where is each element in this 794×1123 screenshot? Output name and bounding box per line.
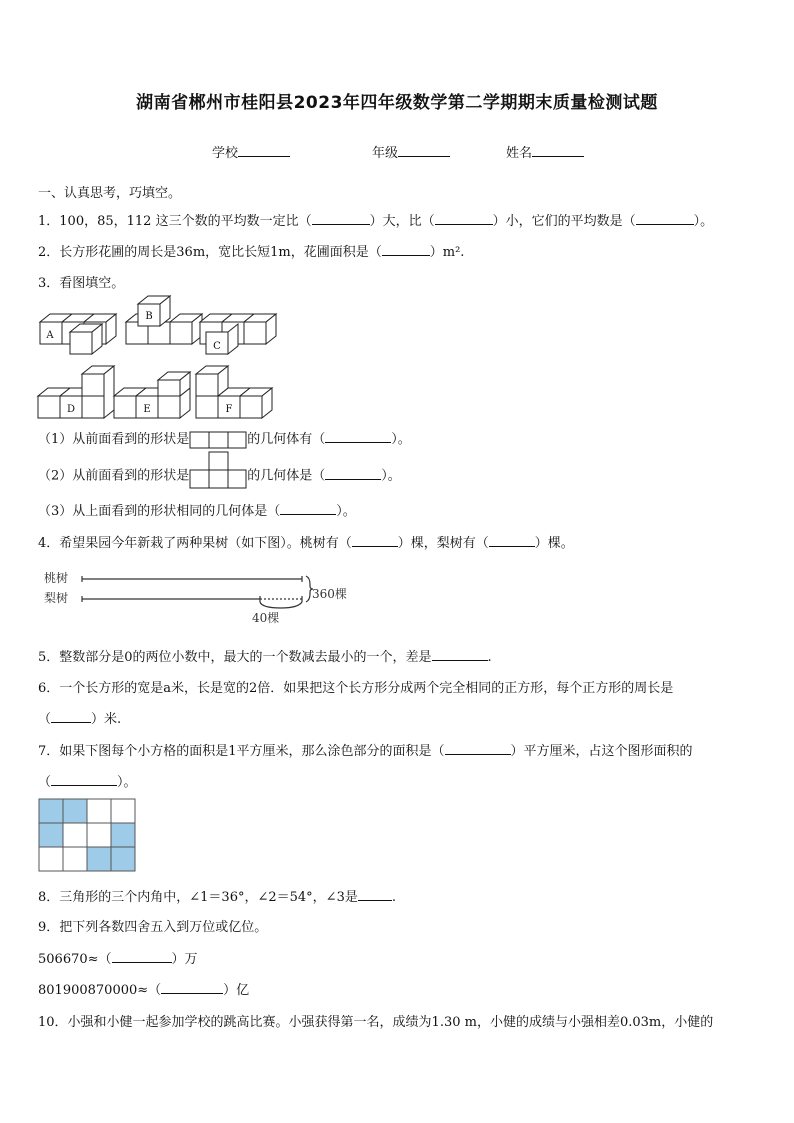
q4-blank-2[interactable] [489, 534, 535, 547]
shaded-cell [87, 847, 111, 871]
q3-1-text-3: ）。 [391, 432, 411, 447]
grid-cell [63, 823, 87, 847]
shaded-cell [39, 799, 63, 823]
figure-label-f: F [225, 404, 233, 415]
school-blank[interactable] [238, 144, 290, 157]
figure-d [38, 366, 114, 418]
question-6: 6．一个长方形的宽是a米，长是宽的2倍．如果把这个长方形分成两个完全相同的正方形，每个正方形的周长是 [38, 681, 674, 696]
q1-text-4: ）。 [693, 214, 714, 229]
name-blank[interactable] [532, 144, 584, 157]
figure-b [126, 296, 202, 344]
q6-text-1: （ [38, 712, 52, 727]
page-title: 湖南省郴州市桂阳县2023年四年级数学第二学期期末质量检测试题 [136, 93, 658, 113]
section-heading: 一、认真思考，巧填空。 [38, 186, 182, 201]
q7-text-4: ）。 [117, 775, 137, 790]
grid-cell [63, 847, 87, 871]
grade-field[interactable] [372, 142, 450, 161]
q8-text-1: 8．三角形的三个内角中，∠1＝36°，∠2＝54°，∠3是 [38, 890, 358, 905]
question-3-heading: 3．看图填空。 [38, 276, 125, 291]
q2-text-2: ）m². [429, 245, 465, 260]
q3-2-text-3: ）。 [381, 468, 401, 484]
q9-b-blank[interactable] [161, 981, 223, 994]
question-9-a [38, 948, 198, 967]
q2-blank[interactable] [382, 243, 430, 256]
q4-text-3: ）棵。 [534, 536, 574, 551]
q3-1-blank[interactable] [325, 430, 391, 443]
name-label: 姓名 [506, 146, 533, 161]
question-2 [38, 241, 464, 260]
figure-f [196, 366, 272, 418]
question-3-3 [38, 500, 356, 519]
cube-figures [30, 292, 290, 420]
figure-label-b: B [145, 311, 153, 322]
school-label: 学校 [212, 146, 239, 161]
question-10: 10．小强和小健一起参加学校的跳高比赛。小强获得第一名，成绩为1.30 m，小健的成绩与小强相差0.03m，小健的 [38, 1015, 714, 1030]
q1-text-3: ）小，它们的平均数是（ [492, 214, 636, 229]
shaded-cell [63, 799, 87, 823]
q6-blank[interactable] [51, 710, 91, 723]
grade-label: 年级 [372, 146, 399, 161]
q7-blank-1[interactable] [445, 742, 511, 755]
figure-e [114, 372, 190, 418]
figure-label-e: E [143, 404, 151, 415]
q7-text-2: ）平方厘米，占这个图形面积的 [510, 744, 693, 759]
q1-blank-3[interactable] [636, 212, 694, 225]
name-field[interactable] [506, 142, 584, 161]
q3-3-blank[interactable] [280, 502, 336, 515]
q3-2-blank[interactable] [325, 467, 381, 480]
question-6-line-2 [38, 708, 121, 727]
total-label: 360棵 [312, 587, 347, 601]
q5-text-1: 5．整数部分是0的两位小数中，最大的一个数减去最小的一个，差是 [38, 650, 432, 665]
q3-3-text-1: （3）从上面看到的形状相同的几何体是（ [38, 504, 281, 519]
figure-label-a: A [46, 330, 54, 341]
grid-cell [87, 823, 111, 847]
q3-1-text-1: （1）从前面看到的形状是 [38, 432, 190, 447]
pear-label: 梨树 [44, 591, 69, 605]
q5-blank[interactable] [432, 648, 488, 661]
grid-cell [111, 799, 135, 823]
q8-blank[interactable] [358, 888, 392, 901]
q8-text-2: . [391, 890, 396, 905]
school-field[interactable] [212, 142, 290, 161]
grid-cell [39, 847, 63, 871]
q7-text-1: 7．如果下图每个小方格的面积是1平方厘米，那么涂色部分的面积是（ [38, 744, 445, 759]
q9-a-text-2: ）万 [171, 952, 198, 967]
q5-text-2: . [487, 650, 492, 665]
q3-3-text-2: ）。 [336, 504, 356, 519]
peach-label: 桃树 [44, 571, 69, 585]
q7-blank-2[interactable] [51, 773, 117, 786]
line-segment-diagram [40, 566, 370, 628]
q3-1-text-2: 的几何体有（ [247, 432, 326, 447]
difference-brace [260, 602, 302, 608]
question-3-1 [38, 428, 411, 449]
question-5 [38, 646, 492, 665]
front-view-t-shape [189, 451, 247, 489]
q1-blank-1[interactable] [312, 212, 370, 225]
shaded-grid [38, 798, 136, 872]
q7-text-3: （ [38, 775, 52, 790]
figure-label-c: C [213, 341, 221, 352]
q4-blank-1[interactable] [352, 534, 398, 547]
grade-blank[interactable] [398, 144, 450, 157]
grid-cell [87, 799, 111, 823]
q1-text-1: 1．100，85，112 这三个数的平均数一定比（ [38, 214, 312, 229]
question-3-2 [38, 463, 401, 489]
question-7 [38, 740, 693, 759]
shaded-cell [111, 847, 135, 871]
q3-2-text-2: 的几何体是（ [247, 468, 326, 484]
figure-label-d: D [66, 404, 76, 415]
q9-b-text-1: 801900870000≈（ [38, 983, 162, 998]
question-8 [38, 886, 396, 905]
q9-a-text-1: 506670≈（ [38, 952, 112, 967]
q3-2-text-1: （2）从前面看到的形状是 [38, 468, 190, 484]
shaded-cell [111, 823, 135, 847]
q9-b-text-2: ）亿 [223, 983, 250, 998]
front-view-row-shape [189, 431, 247, 449]
question-4 [38, 532, 574, 551]
q4-text-1: 4．希望果园今年新栽了两种果树（如下图）。桃树有（ [38, 536, 352, 551]
q6-text-2: ）米. [91, 712, 122, 727]
shaded-cell [39, 823, 63, 847]
q4-text-2: ）棵，梨树有（ [397, 536, 489, 551]
figure-c [200, 314, 276, 354]
question-9: 9．把下列各数四舍五入到万位或亿位。 [38, 920, 268, 935]
difference-label: 40棵 [252, 611, 280, 625]
q1-blank-2[interactable] [435, 212, 493, 225]
question-1 [38, 210, 713, 229]
q1-text-2: ）大，比（ [369, 214, 435, 229]
question-7-line-2 [38, 771, 137, 790]
q2-text-1: 2．长方形花圃的周长是36m，宽比长短1m，花圃面积是（ [38, 245, 382, 260]
question-9-b [38, 979, 249, 998]
q9-a-blank[interactable] [112, 950, 172, 963]
